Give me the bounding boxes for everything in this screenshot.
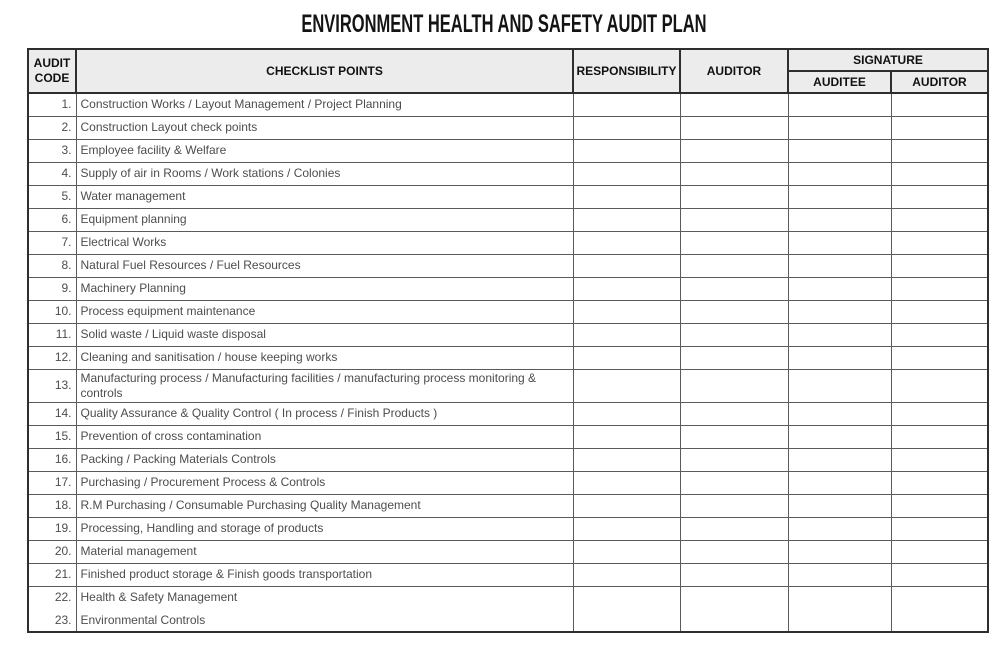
- responsibility-cell: [573, 323, 680, 346]
- table-row: [28, 116, 988, 139]
- signature-auditor-cell: [891, 346, 988, 369]
- table-row: [28, 448, 988, 471]
- responsibility-cell: [573, 494, 680, 517]
- checklist-point-cell: Construction Layout check points: [76, 116, 573, 139]
- responsibility-cell: [573, 208, 680, 231]
- audit-code-cell: 22.: [28, 586, 76, 609]
- header-signature-auditee: AUDITEE: [788, 71, 891, 93]
- signature-auditor-cell: [891, 162, 988, 185]
- auditor-cell: [680, 208, 788, 231]
- table-row: [28, 517, 988, 540]
- responsibility-cell: [573, 277, 680, 300]
- checklist-point-cell: Purchasing / Procurement Process & Controls: [76, 471, 573, 494]
- audit-code-cell: 17.: [28, 471, 76, 494]
- auditor-cell: [680, 162, 788, 185]
- audit-code-cell: 23.: [28, 609, 76, 632]
- signature-auditee-cell: [788, 369, 891, 402]
- signature-auditor-cell: [891, 139, 988, 162]
- signature-auditee-cell: [788, 586, 891, 609]
- header-signature-auditor: AUDITOR: [891, 71, 988, 93]
- table-row: [28, 494, 988, 517]
- signature-auditor-cell: [891, 402, 988, 425]
- checklist-point-cell: Cleaning and sanitisation / house keeping works: [76, 346, 573, 369]
- signature-auditor-cell: [891, 425, 988, 448]
- table-row: [28, 540, 988, 563]
- table-row: [28, 300, 988, 323]
- audit-code-cell: 21.: [28, 563, 76, 586]
- responsibility-cell: [573, 540, 680, 563]
- audit-code-cell: 7.: [28, 231, 76, 254]
- signature-auditor-cell: [891, 323, 988, 346]
- checklist-point-cell: Employee facility & Welfare: [76, 139, 573, 162]
- responsibility-cell: [573, 369, 680, 402]
- auditor-cell: [680, 425, 788, 448]
- signature-auditor-cell: [891, 231, 988, 254]
- responsibility-cell: [573, 185, 680, 208]
- signature-auditee-cell: [788, 425, 891, 448]
- auditor-cell: [680, 277, 788, 300]
- audit-code-cell: 4.: [28, 162, 76, 185]
- audit-code-cell: 5.: [28, 185, 76, 208]
- signature-auditor-cell: [891, 300, 988, 323]
- checklist-point-cell: Material management: [76, 540, 573, 563]
- signature-auditee-cell: [788, 116, 891, 139]
- audit-code-cell: 14.: [28, 402, 76, 425]
- header-audit-code: AUDIT CODE: [28, 49, 76, 93]
- header-responsibility: RESPONSIBILITY: [573, 49, 680, 93]
- audit-code-cell: 1.: [28, 93, 76, 116]
- responsibility-cell: [573, 231, 680, 254]
- signature-auditor-cell: [891, 609, 988, 632]
- table-row: [28, 346, 988, 369]
- signature-auditor-cell: [891, 494, 988, 517]
- table-row: [28, 231, 988, 254]
- header-row-1: [28, 49, 988, 71]
- table-row: [28, 609, 988, 632]
- audit-plan-table: [27, 48, 989, 633]
- checklist-point-cell: Machinery Planning: [76, 277, 573, 300]
- signature-auditee-cell: [788, 448, 891, 471]
- checklist-point-cell: Supply of air in Rooms / Work stations / Colonies: [76, 162, 573, 185]
- auditor-cell: [680, 231, 788, 254]
- responsibility-cell: [573, 93, 680, 116]
- table-body: [28, 93, 988, 632]
- responsibility-cell: [573, 448, 680, 471]
- responsibility-cell: [573, 471, 680, 494]
- responsibility-cell: [573, 517, 680, 540]
- audit-code-cell: 12.: [28, 346, 76, 369]
- audit-code-cell: 20.: [28, 540, 76, 563]
- auditor-cell: [680, 563, 788, 586]
- checklist-point-cell: Natural Fuel Resources / Fuel Resources: [76, 254, 573, 277]
- title-bar: [0, 10, 1008, 39]
- signature-auditor-cell: [891, 116, 988, 139]
- auditor-cell: [680, 540, 788, 563]
- responsibility-cell: [573, 300, 680, 323]
- checklist-point-cell: Process equipment maintenance: [76, 300, 573, 323]
- page-title: ENVIRONMENT HEALTH AND SAFETY AUDIT PLAN: [301, 10, 707, 38]
- checklist-point-cell: Solid waste / Liquid waste disposal: [76, 323, 573, 346]
- auditor-cell: [680, 609, 788, 632]
- table-row: [28, 369, 988, 402]
- signature-auditor-cell: [891, 369, 988, 402]
- checklist-point-cell: Packing / Packing Materials Controls: [76, 448, 573, 471]
- responsibility-cell: [573, 586, 680, 609]
- signature-auditee-cell: [788, 185, 891, 208]
- table-row: [28, 471, 988, 494]
- table-row: [28, 162, 988, 185]
- audit-code-cell: 10.: [28, 300, 76, 323]
- signature-auditee-cell: [788, 323, 891, 346]
- signature-auditee-cell: [788, 231, 891, 254]
- responsibility-cell: [573, 346, 680, 369]
- checklist-point-cell: Water management: [76, 185, 573, 208]
- auditor-cell: [680, 586, 788, 609]
- auditor-cell: [680, 402, 788, 425]
- header-checklist-points: CHECKLIST POINTS: [76, 49, 573, 93]
- signature-auditee-cell: [788, 563, 891, 586]
- signature-auditor-cell: [891, 254, 988, 277]
- audit-code-cell: 9.: [28, 277, 76, 300]
- auditor-cell: [680, 346, 788, 369]
- signature-auditor-cell: [891, 540, 988, 563]
- signature-auditor-cell: [891, 208, 988, 231]
- auditor-cell: [680, 300, 788, 323]
- signature-auditor-cell: [891, 277, 988, 300]
- audit-code-cell: 16.: [28, 448, 76, 471]
- audit-code-cell: 11.: [28, 323, 76, 346]
- table-row: [28, 254, 988, 277]
- signature-auditee-cell: [788, 300, 891, 323]
- table-row: [28, 586, 988, 609]
- signature-auditee-cell: [788, 402, 891, 425]
- auditor-cell: [680, 517, 788, 540]
- checklist-point-cell: R.M Purchasing / Consumable Purchasing Quality Management: [76, 494, 573, 517]
- signature-auditor-cell: [891, 448, 988, 471]
- auditor-cell: [680, 369, 788, 402]
- responsibility-cell: [573, 139, 680, 162]
- signature-auditor-cell: [891, 517, 988, 540]
- audit-code-cell: 8.: [28, 254, 76, 277]
- signature-auditee-cell: [788, 93, 891, 116]
- table-row: [28, 425, 988, 448]
- responsibility-cell: [573, 563, 680, 586]
- auditor-cell: [680, 185, 788, 208]
- signature-auditee-cell: [788, 540, 891, 563]
- table-row: [28, 402, 988, 425]
- table-row: [28, 93, 988, 116]
- responsibility-cell: [573, 162, 680, 185]
- auditor-cell: [680, 116, 788, 139]
- checklist-point-cell: Equipment planning: [76, 208, 573, 231]
- audit-code-cell: 13.: [28, 369, 76, 402]
- auditor-cell: [680, 471, 788, 494]
- responsibility-cell: [573, 609, 680, 632]
- audit-code-cell: 18.: [28, 494, 76, 517]
- audit-code-cell: 2.: [28, 116, 76, 139]
- table-row: [28, 208, 988, 231]
- auditor-cell: [680, 494, 788, 517]
- signature-auditee-cell: [788, 254, 891, 277]
- responsibility-cell: [573, 402, 680, 425]
- checklist-point-cell: Processing, Handling and storage of products: [76, 517, 573, 540]
- auditor-cell: [680, 448, 788, 471]
- checklist-point-cell: Prevention of cross contamination: [76, 425, 573, 448]
- signature-auditee-cell: [788, 139, 891, 162]
- signature-auditor-cell: [891, 471, 988, 494]
- table-row: [28, 277, 988, 300]
- table-row: [28, 323, 988, 346]
- table-row: [28, 185, 988, 208]
- checklist-point-cell: Quality Assurance & Quality Control ( In process / Finish Products ): [76, 402, 573, 425]
- header-signature: SIGNATURE: [788, 49, 988, 71]
- audit-code-cell: 15.: [28, 425, 76, 448]
- signature-auditor-cell: [891, 586, 988, 609]
- checklist-point-cell: Construction Works / Layout Management / Project Planning: [76, 93, 573, 116]
- checklist-point-cell: Electrical Works: [76, 231, 573, 254]
- signature-auditee-cell: [788, 277, 891, 300]
- signature-auditee-cell: [788, 609, 891, 632]
- checklist-point-cell: Manufacturing process / Manufacturing facilities / manufacturing process monitoring & controls: [76, 369, 573, 402]
- signature-auditee-cell: [788, 162, 891, 185]
- checklist-point-cell: Finished product storage & Finish goods transportation: [76, 563, 573, 586]
- signature-auditee-cell: [788, 517, 891, 540]
- audit-code-cell: 6.: [28, 208, 76, 231]
- table-row: [28, 563, 988, 586]
- audit-code-cell: 19.: [28, 517, 76, 540]
- signature-auditee-cell: [788, 494, 891, 517]
- responsibility-cell: [573, 116, 680, 139]
- checklist-point-cell: Environmental Controls: [76, 609, 573, 632]
- signature-auditor-cell: [891, 93, 988, 116]
- auditor-cell: [680, 254, 788, 277]
- signature-auditor-cell: [891, 563, 988, 586]
- responsibility-cell: [573, 425, 680, 448]
- signature-auditor-cell: [891, 185, 988, 208]
- signature-auditee-cell: [788, 471, 891, 494]
- responsibility-cell: [573, 254, 680, 277]
- table-header: [28, 49, 988, 93]
- table-row: [28, 139, 988, 162]
- auditor-cell: [680, 139, 788, 162]
- checklist-point-cell: Health & Safety Management: [76, 586, 573, 609]
- signature-auditee-cell: [788, 346, 891, 369]
- audit-code-cell: 3.: [28, 139, 76, 162]
- auditor-cell: [680, 93, 788, 116]
- auditor-cell: [680, 323, 788, 346]
- signature-auditee-cell: [788, 208, 891, 231]
- header-auditor: AUDITOR: [680, 49, 788, 93]
